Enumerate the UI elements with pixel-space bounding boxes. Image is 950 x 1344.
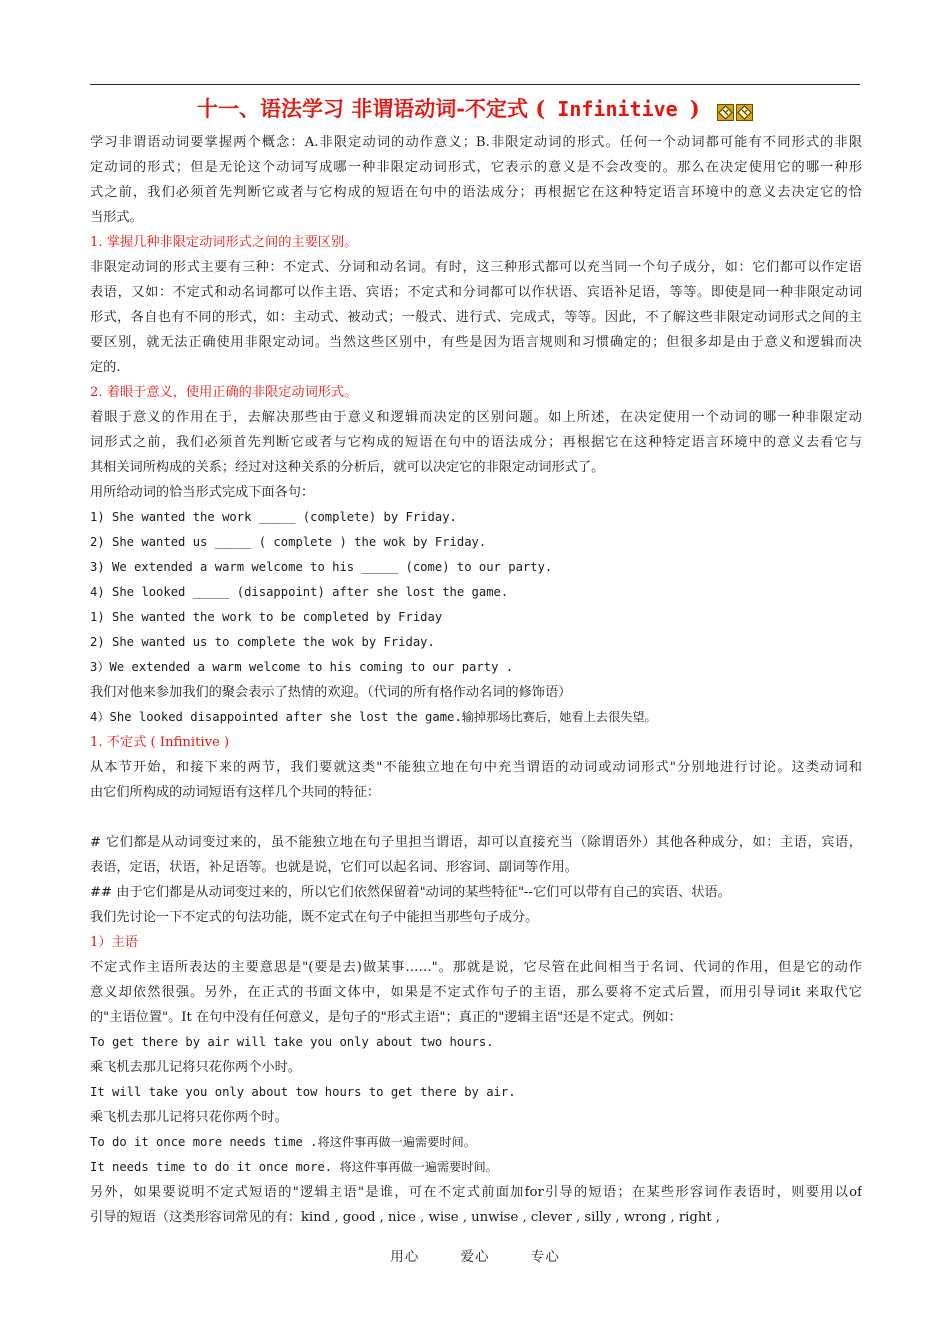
blank-line — [90, 805, 862, 830]
text-line: 学习非谓语动词要掌握两个概念：A.非限定动词的动作意义；B.非限定动词的形式。任何一个动词都可能有不同形式的非限 — [90, 135, 862, 150]
text-line: 1) She wanted the work to be completed by Friday — [90, 610, 443, 624]
text-line: To do it once more needs time .将这件事再做一遍需要时间。 — [90, 1135, 476, 1149]
text-line: 定的. — [90, 360, 121, 375]
text-line: 1. 掌握几种非限定动词形式之间的主要区别。 — [90, 235, 358, 250]
text-line: 要区别，就无法正确使用非限定动词。当然这些区别中，有些是因为语言规则和习惯确定的；但很多却是由于意义和逻辑而决 — [90, 335, 862, 350]
text-line: 1）主语 — [90, 935, 138, 950]
text-line: 用所给动词的恰当形式完成下面各句： — [90, 485, 315, 500]
text-line: 的"主语位置"。It 在句中没有任何意义，是句子的"形式主语"；真正的"逻辑主语"还是不定式。例如： — [90, 1010, 682, 1025]
text-line: 表语，又如：不定式和动名词都可以作主语、宾语；不定式和分词都可以作状语、宾语补足语，等等。即使是同一种非限定动词 — [90, 285, 862, 300]
text-line: 意义却依然很强。另外，在正式的书面文体中，如果是不定式作句子的主语，那么要将不定式后置，而用引导词it 来取代它 — [90, 985, 862, 1000]
title-suffix: ) — [689, 96, 700, 121]
footer-item: 用心 — [390, 1249, 420, 1265]
text-line: 从本节开始，和接下来的两节，我们要就这类"不能独立地在句中充当谓语的动词或动词形式"分别地进行讨论。这类动词和 — [90, 760, 862, 775]
title-prefix: 十一、语法学习 非谓语动词-不定式 ( — [196, 96, 546, 121]
text-line: 着眼于意义的作用在于，去解决那些由于意义和逻辑而决定的区别问题。如上所述，在决定使用一个动词的哪一种非限定动 — [90, 410, 862, 425]
text-line: # 它们都是从动词变过来的，虽不能独立地在句子里担当谓语，却可以直接充当（除谓语外）其他各种成分，如：主语，宾语， — [90, 835, 862, 850]
diamond-link-icon — [736, 104, 753, 121]
text-line: 4）She looked disappointed after she lost the game.输掉那场比赛后，她看上去很失望。 — [90, 710, 657, 724]
text-line: 其相关词所构成的关系；经过对这种关系的分析后，就可以决定它的非限定动词形式了。 — [90, 460, 605, 475]
text-line: 不定式作主语所表达的主要意思是"(要是去)做某事……"。那就是说，它尽管在此间相当于名词、代词的作用，但是它的动作 — [90, 960, 862, 975]
text-line: 乘飞机去那儿记将只花你两个时。 — [90, 1110, 288, 1125]
text-line: 3) We extended a warm welcome to his _____ (come) to our party. — [90, 560, 553, 574]
text-line: It needs time to do it once more. 将这件事再做一遍需要时间。 — [90, 1160, 498, 1174]
text-line: 定动词的形式；但是无论这个动词写成哪一种非限定动词形式，它表示的意义是不会改变的。那么在决定使用它的哪一种形 — [90, 160, 862, 175]
document-body — [90, 130, 862, 1230]
title-english: Infinitive — [545, 97, 690, 121]
text-line: 我们先讨论一下不定式的句法功能，既不定式在句子中能担当那些句子成分。 — [90, 910, 539, 925]
page-footer — [0, 1246, 950, 1268]
text-line: 由它们所构成的动词短语有这样几个共同的特征： — [90, 785, 381, 800]
text-line: 式之前，我们必须首先判断它或者与它构成的短语在句中的语法成分；再根据它在这种特定语言环境中的意义去决定它的恰 — [90, 185, 862, 200]
title-icons — [715, 94, 753, 128]
text-line: 形式，各自也有不同的形式，如：主动式、被动式；一般式、进行式、完成式，等等。因此，不了解这些非限定动词形式之间的主 — [90, 310, 862, 325]
text-line: 2) She wanted us _____ ( complete ) the wok by Friday. — [90, 535, 487, 549]
text-line: 乘飞机去那儿记将只花你两个小时。 — [90, 1060, 301, 1075]
text-line: 词形式之前，我们必须首先判断它或者与它构成的短语在句中的语法成分；再根据它在这种特定语言环境中的意义去看它与 — [90, 435, 862, 450]
footer-item: 爱心 — [460, 1249, 490, 1265]
text-line: 引导的短语（这类形容词常见的有：kind , good , nice , wise , unwise , clever , silly , wrong , right , — [90, 1210, 720, 1225]
header-rule — [90, 84, 860, 85]
text-line: 1) She wanted the work _____ (complete) by Friday. — [90, 510, 457, 524]
text-line: 非限定动词的形式主要有三种：不定式、分词和动名词。有时，这三种形式都可以充当同一个句子成分，如：它们都可以作定语 — [90, 260, 862, 275]
diamond-link-icon — [717, 104, 734, 121]
text-line: 2) She wanted us to complete the wok by Friday. — [90, 635, 435, 649]
text-line: 另外，如果要说明不定式短语的"逻辑主语"是谁，可在不定式前面加for引导的短语；在某些形容词作表语时，则要用以of — [90, 1185, 862, 1200]
text-line: ## 由于它们都是从动词变过来的，所以它们依然保留着"动词的某些特征"--它们可以带有自己的宾语、状语。 — [90, 885, 731, 900]
footer-item: 专心 — [530, 1249, 560, 1265]
text-line: 2. 着眼于意义，使用正确的非限定动词形式。 — [90, 385, 358, 400]
text-line: It will take you only about tow hours to get there by air. — [90, 1085, 516, 1099]
page-title — [90, 92, 860, 126]
text-line: 4) She looked _____ (disappoint) after she lost the game. — [90, 585, 509, 599]
text-line: To get there by air will take you only about two hours. — [90, 1035, 494, 1049]
text-line: 我们对他来参加我们的聚会表示了热情的欢迎。（代词的所有格作动名词的修饰语） — [90, 685, 572, 700]
text-line: 1. 不定式 ( Infinitive ) — [90, 735, 230, 750]
text-line: 3）We extended a warm welcome to his coming to our party . — [90, 660, 514, 674]
text-line: 表语，定语，状语，补足语等。也就是说，它们可以起名词、形容词、副词等作用。 — [90, 860, 578, 875]
text-line: 当形式。 — [90, 210, 143, 225]
